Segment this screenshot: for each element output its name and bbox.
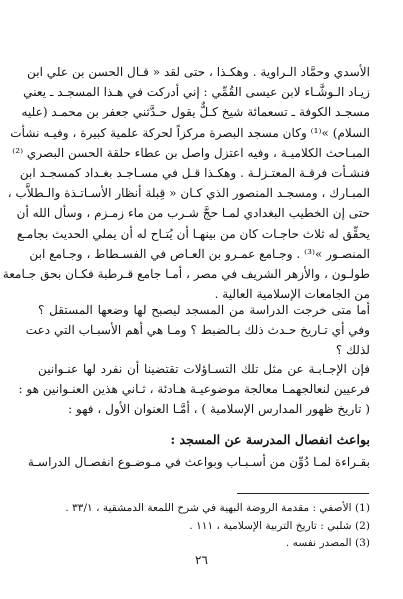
footnotes (38, 500, 370, 553)
text-line: الأسدي وحمَّاد الـراوية . وهكـذا ، حتى لقد « قـال الحسن بن علي ابن (27, 65, 370, 79)
text-line: طولـون ، والأزهر الشريف في مصر ، أمـا جامع قـرطبة فكـان بحق جـامعة (2, 267, 370, 282)
text-line: مسجـد الكوفة ـ تسعمائة شيخ كـلٌّ يقول حـدَّثني جعفر بن محمـد (عليه (21, 105, 370, 120)
text-line: السلام) »⁽¹⁾ وكان مسجد البصرة مركزاً لحركة علمية كبيرة ، وفيـه نشأت (10, 125, 370, 140)
text-line: المنصـور »⁽³⁾ . وجـامع عمـرو بن العـاص في الفسـطاط ، وجـامع ابن (29, 246, 370, 261)
text-line: فإن الإجـابـة عن مثل تلك التسـاؤلات تقتضينا أن نفرد لها عنـوانين (38, 362, 370, 376)
text-line: فنشـأت فرقـة المعتـزلـة . وهكـذا قـل في مسـاجـد بغـداد كمسجـد ابن (19, 166, 370, 181)
footnote-3: (3) المصدر نفسه . (285, 537, 370, 549)
footnote-2: (2) شلبي : تاريخ التربية الإسلامية ، ١١١ . (189, 519, 370, 532)
page-number: ٢٦ (195, 553, 208, 567)
text-line: بقـراءة لمـا دُوِّن من أسـبـاب وبواعث في مـوضـوع انفصـال الدراسـة (27, 455, 370, 469)
text-line: وفي أي تـاريخ حـدث ذلك بـالضبط ؟ ومـا هي أهم الأسبـاب التي دعت (25, 323, 370, 338)
text-line: لذلك ؟ (335, 343, 370, 358)
paragraph-mosques-history (2, 62, 370, 304)
text-line: فرعيين لنعالجهمـا معالجة موضوعيـة هـادئة ، ثـاني هذين العنـوانين هو : (18, 382, 370, 397)
footnote-1: (1) الأصفي : مقدمة الروضة البهية في شرح اللمعة الدمشقية ، ٣٣/١ . (65, 502, 370, 514)
footnote-separator (237, 493, 369, 494)
paragraph-answer-intro (18, 359, 370, 420)
text-line: ( تاريخ ظهور المدارس الإسلامية ) ، أمَّـا العنوان الأول ، فهو : (68, 402, 370, 417)
section-heading: بواعث انفصال المدرسة عن المسجد : (170, 432, 370, 447)
text-line: أما متى خرجت الدراسة من المسجد ليصبح لها وضعها المستقل ؟ (38, 303, 370, 317)
text-line: المبـارك ، ومسجـد المنصور الذي كـان « قِبلة أنظار الأسـاتـذة والـطلاَّب ، (7, 186, 370, 201)
text-line: المبـاحث الكلاميـة ، وفيه اعتزل واصل بن عطاء حلقة الحسن البصري ⁽²⁾ (12, 145, 370, 160)
text-line: يحقِّق له ثلاث حاجـات كان من بينهـا أن يُتـاح له أن يملي الحديث بجامـع (16, 226, 370, 241)
text-line: من الجامعات الإسلامية العالية . (214, 287, 370, 302)
text-line: حتى إن الخطيب البغدادي لمـا حجَّ شـرب من ماء زمـزم ، وسأل الله أن (16, 206, 370, 221)
paragraph-questions (25, 300, 370, 361)
text-line: زيـاد الـوشَّـاء لابن عيسى القُمِّي : إني أدركت في هـذا المسجـد ـ يعني (23, 85, 370, 100)
paragraph-section-start (27, 452, 370, 472)
